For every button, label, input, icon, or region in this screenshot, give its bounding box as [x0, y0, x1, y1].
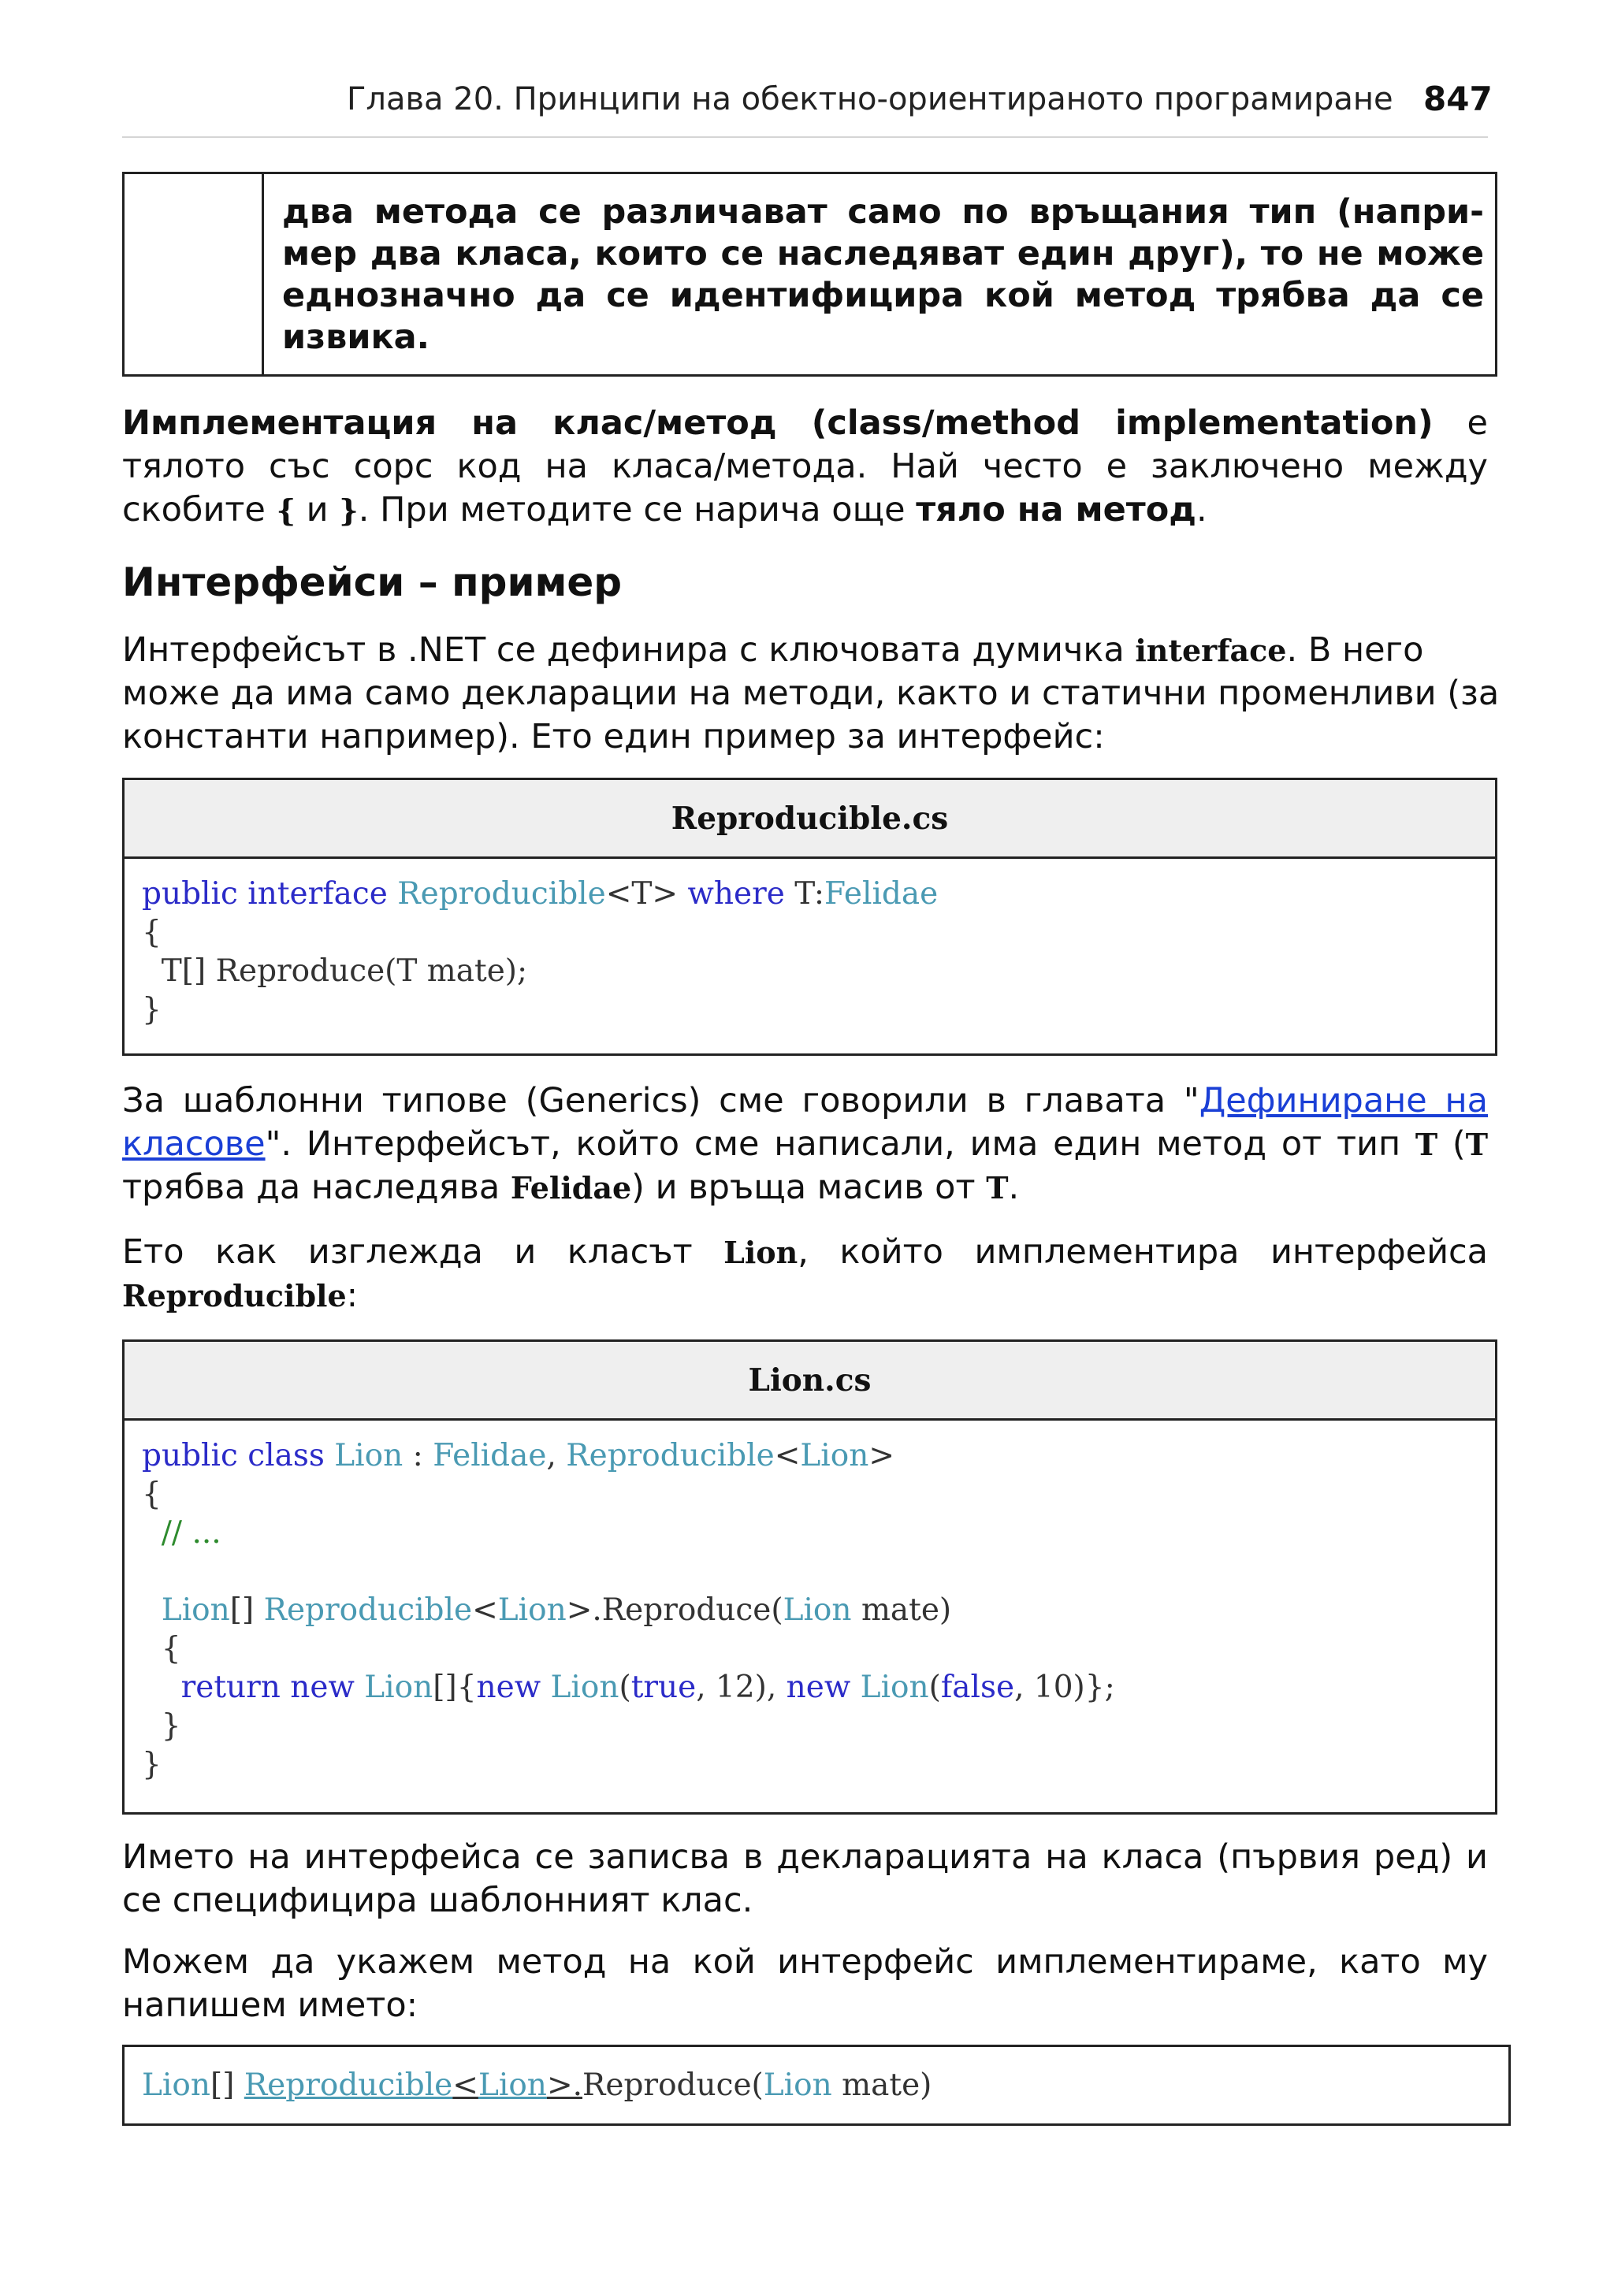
code-token: public — [142, 1438, 238, 1473]
code-token: <T> — [605, 876, 688, 912]
code-token: interface — [247, 876, 388, 912]
code-filename: Reproducible.cs — [125, 780, 1495, 859]
text-line — [122, 1231, 1488, 1274]
code-line — [142, 875, 1478, 913]
text-fragment: ( — [1437, 1124, 1466, 1164]
text-fragment: . — [1008, 1168, 1020, 1207]
code-token: , 12), — [696, 1670, 787, 1705]
text-fragment: . В него — [1286, 630, 1424, 670]
code-line — [142, 1629, 1478, 1668]
text-line — [122, 1274, 1488, 1317]
code-token: public — [142, 876, 238, 912]
code-token: mate) — [851, 1592, 952, 1628]
text-line — [122, 1166, 1488, 1209]
text-fragment: и — [296, 490, 340, 529]
code-token: Felidae — [824, 876, 939, 912]
text-line: тялото със сорс код на класа/метода. Най често е заключено между — [122, 447, 1488, 486]
code-token: new — [786, 1670, 851, 1705]
code-token: return — [180, 1670, 281, 1705]
code-token: < — [774, 1438, 801, 1473]
code-inline: T — [1465, 1127, 1488, 1162]
text-fragment: : — [346, 1276, 359, 1315]
code-token: Lion — [860, 1670, 929, 1705]
text-line: Името на интерфейса се записва в декларацията на класа (първия ред) и — [122, 1837, 1488, 1877]
code-token: new — [476, 1670, 541, 1705]
code-line — [142, 2066, 1491, 2105]
note-line: мер два класа, които се наследяват един друг), то не може — [282, 234, 1484, 273]
code-inline: Reproducible — [122, 1278, 347, 1313]
code-token: Lion — [763, 2068, 832, 2103]
code-token: { — [161, 1631, 181, 1666]
intro-paragraph — [122, 629, 1500, 759]
code-token: < — [452, 2068, 478, 2103]
code-token: Reproducible — [263, 1592, 473, 1628]
code-token: new — [290, 1670, 355, 1705]
code-inline: Felidae — [510, 1170, 632, 1206]
text-line — [122, 1123, 1488, 1166]
interface-name-paragraph — [122, 1836, 1488, 1923]
text-fragment: скобите — [122, 490, 277, 529]
code-token: [] — [210, 2068, 244, 2103]
chapter-link[interactable]: класове — [122, 1124, 266, 1164]
text-line — [122, 629, 1488, 672]
code-token: where — [687, 876, 785, 912]
code-line-blank — [142, 1552, 1478, 1591]
note-box — [122, 172, 1497, 377]
code-token: Lion — [364, 1670, 433, 1705]
code-token: ( — [928, 1670, 941, 1705]
bold-term: Имплементация на клас/метод (class/method implementation) — [122, 403, 1434, 443]
code-token: Lion — [783, 1592, 852, 1628]
chapter-title: Глава 20. Принципи на обектно-ориентираното програмиране — [347, 81, 1393, 117]
code-filename: Lion.cs — [125, 1342, 1495, 1421]
code-line: { — [142, 1477, 162, 1512]
code-token: , — [546, 1438, 567, 1473]
code-inline: { — [276, 492, 296, 528]
code-token: ( — [619, 1670, 631, 1705]
implementation-paragraph — [122, 402, 1488, 532]
code-line: } — [142, 1747, 162, 1782]
text-fragment: Интерфейсът в .NET се дефинира с ключовата думичка — [122, 630, 1136, 670]
code-line — [142, 1436, 1478, 1475]
text-line: може да има само декларации на методи, както и статични променливи (за — [122, 674, 1500, 713]
code-inline: Lion — [723, 1235, 798, 1270]
code-line — [142, 1591, 1478, 1629]
code-token: Lion — [497, 1592, 567, 1628]
code-token: Lion — [334, 1438, 404, 1473]
code-token: < — [472, 1592, 498, 1628]
text-fragment: Ето как изглежда и класът — [122, 1232, 724, 1272]
code-token: T: — [784, 876, 824, 912]
code-line — [142, 1668, 1478, 1707]
code-token: Lion — [161, 1592, 230, 1628]
text-fragment: ". Интерфейсът, който сме написали, има един метод от тип — [265, 1124, 1415, 1164]
code-token: Lion — [142, 2068, 210, 2103]
code-token: false — [940, 1670, 1015, 1705]
code-token: [] — [229, 1592, 264, 1628]
code-line: } — [142, 992, 162, 1027]
code-token: , 10)}; — [1014, 1670, 1115, 1705]
text-line — [122, 1079, 1488, 1123]
code-token: >.Reproduce( — [566, 1592, 783, 1628]
note-line: извика. — [282, 318, 430, 357]
code-token: Lion — [800, 1438, 869, 1473]
code-block-lion — [122, 1339, 1497, 1815]
text-fragment: За шаблонни типове (Generics) сме говорили в главата " — [122, 1081, 1199, 1120]
code-token: Felidae — [433, 1438, 547, 1473]
code-body — [125, 1421, 1495, 1800]
code-body — [125, 2047, 1508, 2120]
code-token: } — [161, 1708, 181, 1744]
text-line — [122, 489, 1488, 532]
code-token: true — [630, 1670, 697, 1705]
code-token: Lion — [550, 1670, 619, 1705]
code-inline: T — [986, 1170, 1009, 1206]
text-line: напишем името: — [122, 1986, 418, 2025]
text-fragment: трябва да наследява — [122, 1168, 511, 1207]
page-number: 847 — [1423, 80, 1493, 118]
code-token: []{ — [433, 1670, 477, 1705]
code-token: > — [868, 1438, 895, 1473]
text-fragment: . При методите се нарича още — [358, 490, 917, 529]
code-line: { — [142, 915, 162, 950]
code-token: Reproducible — [244, 2068, 453, 2103]
code-token: Reproducible — [566, 1438, 775, 1473]
method-paragraph — [122, 1941, 1488, 2027]
code-inline: } — [339, 492, 359, 528]
code-token: mate) — [831, 2068, 932, 2103]
chapter-link[interactable]: Дефиниране на — [1199, 1081, 1488, 1120]
note-text — [282, 191, 1484, 359]
code-line: T[] Reproduce(T mate); — [142, 953, 528, 989]
text-line: се специфицира шаблонният клас. — [122, 1881, 753, 1920]
code-inline: T — [1415, 1127, 1438, 1162]
code-token: Lion — [478, 2068, 547, 2103]
text-fragment: , който имплементира интерфейса — [798, 1232, 1488, 1272]
section-heading: Интерфейси – пример — [122, 559, 623, 605]
code-block-reproducible — [122, 778, 1497, 1056]
note-icon-gutter — [125, 174, 264, 374]
code-line — [142, 1707, 1478, 1745]
code-token: class — [247, 1438, 325, 1473]
code-line — [142, 1514, 1478, 1552]
generics-paragraph — [122, 1079, 1488, 1209]
lion-paragraph — [122, 1231, 1488, 1317]
bold-term: тяло на метод — [916, 490, 1196, 529]
text-line: Можем да укажем метод на кой интерфейс имплементираме, като му — [122, 1942, 1488, 1982]
code-token: : — [403, 1438, 433, 1473]
text-fragment: е — [1467, 403, 1488, 443]
note-line: еднозначно да се идентифицира кой метод трябва да се — [282, 276, 1484, 315]
code-token: Reproducible — [397, 876, 606, 912]
code-block-method-signature — [122, 2045, 1511, 2126]
code-token: Reproduce( — [582, 2068, 764, 2103]
code-inline: interface — [1135, 633, 1287, 668]
code-token: >. — [546, 2068, 583, 2103]
text-fragment: . — [1196, 490, 1207, 529]
code-comment: // ... — [161, 1515, 221, 1551]
note-line: два метода се различават само по връщания тип (напри- — [282, 192, 1484, 232]
text-line: константи например). Ето един пример за интерфейс: — [122, 717, 1105, 756]
text-fragment: ) и връща масив от — [631, 1168, 987, 1207]
code-body — [125, 859, 1495, 1045]
